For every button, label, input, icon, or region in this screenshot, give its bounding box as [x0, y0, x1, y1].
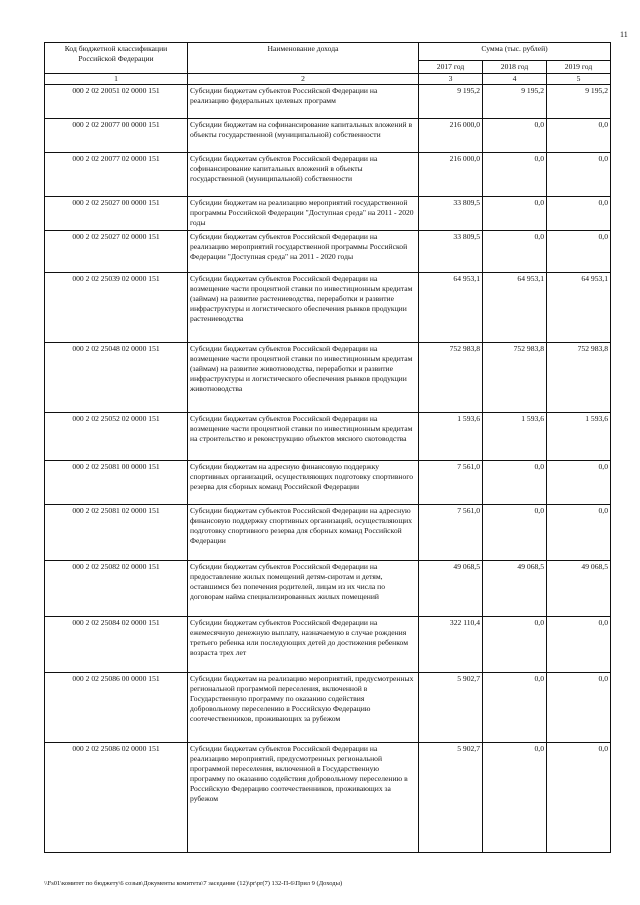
- row-value-2019: 1 593,6: [547, 413, 611, 461]
- row-code: 000 2 02 25039 02 0000 151: [45, 273, 188, 343]
- row-value-2018: 0,0: [483, 197, 547, 231]
- row-name: Субсидии бюджетам субъектов Российской Федерации на реализацию мероприятий государственной программы Российской Федерации "Доступная среда" на 2011 - 2020 годы: [188, 231, 419, 273]
- table-row: [45, 153, 611, 197]
- row-value-2018: 0,0: [483, 743, 547, 853]
- row-value-2017: 1 593,6: [419, 413, 483, 461]
- table-row: [45, 119, 611, 153]
- row-value-2018: 0,0: [483, 505, 547, 561]
- row-value-2019: 0,0: [547, 461, 611, 505]
- page-number: 11: [620, 30, 628, 39]
- header-year-2018: 2018 год: [483, 61, 547, 74]
- col-number: 3: [419, 74, 483, 85]
- row-code: 000 2 02 20077 00 0000 151: [45, 119, 188, 153]
- row-value-2017: 216 000,0: [419, 119, 483, 153]
- row-value-2019: 0,0: [547, 505, 611, 561]
- row-code: 000 2 02 20077 02 0000 151: [45, 153, 188, 197]
- row-value-2019: 0,0: [547, 153, 611, 197]
- table-row: [45, 273, 611, 343]
- row-value-2018: 752 983,8: [483, 343, 547, 413]
- row-value-2018: 1 593,6: [483, 413, 547, 461]
- row-value-2018: 9 195,2: [483, 85, 547, 119]
- row-value-2017: 64 953,1: [419, 273, 483, 343]
- table-row: [45, 231, 611, 273]
- row-name: Субсидии бюджетам на реализацию мероприятий государственной программы Российской Федерации "Доступная среда" на 2011 - 2020 годы: [188, 197, 419, 231]
- row-code: 000 2 02 25027 02 0000 151: [45, 231, 188, 273]
- row-value-2018: 0,0: [483, 153, 547, 197]
- row-code: 000 2 02 25081 02 0000 151: [45, 505, 188, 561]
- row-code: 000 2 02 25027 00 0000 151: [45, 197, 188, 231]
- row-value-2018: 0,0: [483, 461, 547, 505]
- row-value-2019: 0,0: [547, 617, 611, 673]
- row-name: Субсидии бюджетам субъектов Российской Федерации на предоставление жилых помещений детям-сиротам и детям, оставшимся без попечения родителей, лицам из их числа по договорам найма специализированных жилых помещений: [188, 561, 419, 617]
- col-number: 5: [547, 74, 611, 85]
- row-name: Субсидии бюджетам субъектов Российской Федерации на адресную финансовую поддержку спортивных организаций, осуществляющих подготовку спортивного резерва для сборных команд Российской Федерации: [188, 505, 419, 561]
- row-value-2018: 0,0: [483, 673, 547, 743]
- row-value-2019: 64 953,1: [547, 273, 611, 343]
- table-row: [45, 85, 611, 119]
- row-code: 000 2 02 25086 00 0000 151: [45, 673, 188, 743]
- row-code: 000 2 02 25048 02 0000 151: [45, 343, 188, 413]
- row-name: Субсидии бюджетам на софинансирование капитальных вложений в объекты государственной (муниципальной) собственности: [188, 119, 419, 153]
- table-row: [45, 561, 611, 617]
- row-name: Субсидии бюджетам субъектов Российской Федерации на ежемесячную денежную выплату, назначаемую в случае рождения третьего ребенка или последующих детей до достижения ребенком возраста трех лет: [188, 617, 419, 673]
- col-number: 4: [483, 74, 547, 85]
- row-value-2017: 49 068,5: [419, 561, 483, 617]
- row-value-2019: 0,0: [547, 673, 611, 743]
- row-value-2017: 216 000,0: [419, 153, 483, 197]
- row-code: 000 2 02 25081 00 0000 151: [45, 461, 188, 505]
- row-name: Субсидии бюджетам субъектов Российской Федерации на реализацию федеральных целевых программ: [188, 85, 419, 119]
- row-value-2019: 9 195,2: [547, 85, 611, 119]
- row-name: Субсидии бюджетам субъектов Российской Федерации на возмещение части процентной ставки по инвестиционным кредитам (займам) на развитие животноводства, переработки и развитие инфраструктуры и логистического обеспечения рынков продукции животноводства: [188, 343, 419, 413]
- row-name: Субсидии бюджетам субъектов Российской Федерации на софинансирование капитальных вложений в объекты государственной (муниципальной) собственности: [188, 153, 419, 197]
- table-row: [45, 413, 611, 461]
- header-code: Код бюджетной классификации Российской Федерации: [45, 43, 188, 74]
- col-number: 2: [188, 74, 419, 85]
- row-value-2017: 33 809,5: [419, 231, 483, 273]
- row-value-2017: 5 902,7: [419, 743, 483, 853]
- header-year-2017: 2017 год: [419, 61, 483, 74]
- row-value-2017: 33 809,5: [419, 197, 483, 231]
- row-value-2018: 0,0: [483, 617, 547, 673]
- table-row: [45, 197, 611, 231]
- col-number: 1: [45, 74, 188, 85]
- row-value-2017: 322 110,4: [419, 617, 483, 673]
- row-value-2018: 64 953,1: [483, 273, 547, 343]
- table-row: [45, 743, 611, 853]
- row-value-2017: 7 561,0: [419, 505, 483, 561]
- header-name: Наименование дохода: [188, 43, 419, 74]
- row-value-2017: 7 561,0: [419, 461, 483, 505]
- row-value-2019: 752 983,8: [547, 343, 611, 413]
- table-row: [45, 673, 611, 743]
- row-value-2019: 0,0: [547, 231, 611, 273]
- row-value-2019: 0,0: [547, 119, 611, 153]
- row-value-2017: 5 902,7: [419, 673, 483, 743]
- file-path-footer: \\Fs01\комитет по бюджету\6 созыв\Документы комитета\7 заседание (12)\pr\pr(7) 132-П-6\Прил 9 (Доходы): [44, 880, 343, 887]
- row-code: 000 2 02 25084 02 0000 151: [45, 617, 188, 673]
- row-value-2017: 9 195,2: [419, 85, 483, 119]
- row-value-2018: 49 068,5: [483, 561, 547, 617]
- row-name: Субсидии бюджетам субъектов Российской Федерации на возмещение части процентной ставки по инвестиционным кредитам (займам) на развитие растениеводства, переработки и развитие инфраструктуры и логистического обеспечения рынков продукции растениеводства: [188, 273, 419, 343]
- row-name: Субсидии бюджетам на реализацию мероприятий, предусмотренных региональной программой переселения, включенной в Государственную программу по оказанию содействия добровольному переселению в Российскую Федерацию соотечественников, проживающих за рубежом: [188, 673, 419, 743]
- table-row: [45, 617, 611, 673]
- row-name: Субсидии бюджетам субъектов Российской Федерации на реализацию мероприятий, предусмотренных региональной программой переселения, включенной в Государственную программу по оказанию содействия добровольному переселению в Российскую Федерацию соотечественников, проживающих за рубежом: [188, 743, 419, 853]
- table-row: [45, 505, 611, 561]
- row-value-2018: 0,0: [483, 119, 547, 153]
- row-code: 000 2 02 25086 02 0000 151: [45, 743, 188, 853]
- row-code: 000 2 02 25052 02 0000 151: [45, 413, 188, 461]
- row-code: 000 2 02 25082 02 0000 151: [45, 561, 188, 617]
- table-row: [45, 461, 611, 505]
- row-value-2017: 752 983,8: [419, 343, 483, 413]
- row-value-2019: 49 068,5: [547, 561, 611, 617]
- header-year-2019: 2019 год: [547, 61, 611, 74]
- revenue-table: [44, 42, 611, 853]
- table-row: [45, 343, 611, 413]
- row-value-2018: 0,0: [483, 231, 547, 273]
- row-name: Субсидии бюджетам на адресную финансовую поддержку спортивных организаций, осуществляющих подготовку спортивного резерва для сборных команд Российской Федерации: [188, 461, 419, 505]
- row-name: Субсидии бюджетам субъектов Российской Федерации на возмещение части процентной ставки по инвестиционным кредитам на строительство и реконструкцию объектов мясного скотоводства: [188, 413, 419, 461]
- header-sum: Сумма (тыс. рублей): [419, 43, 611, 61]
- row-value-2019: 0,0: [547, 743, 611, 853]
- row-value-2019: 0,0: [547, 197, 611, 231]
- row-code: 000 2 02 20051 02 0000 151: [45, 85, 188, 119]
